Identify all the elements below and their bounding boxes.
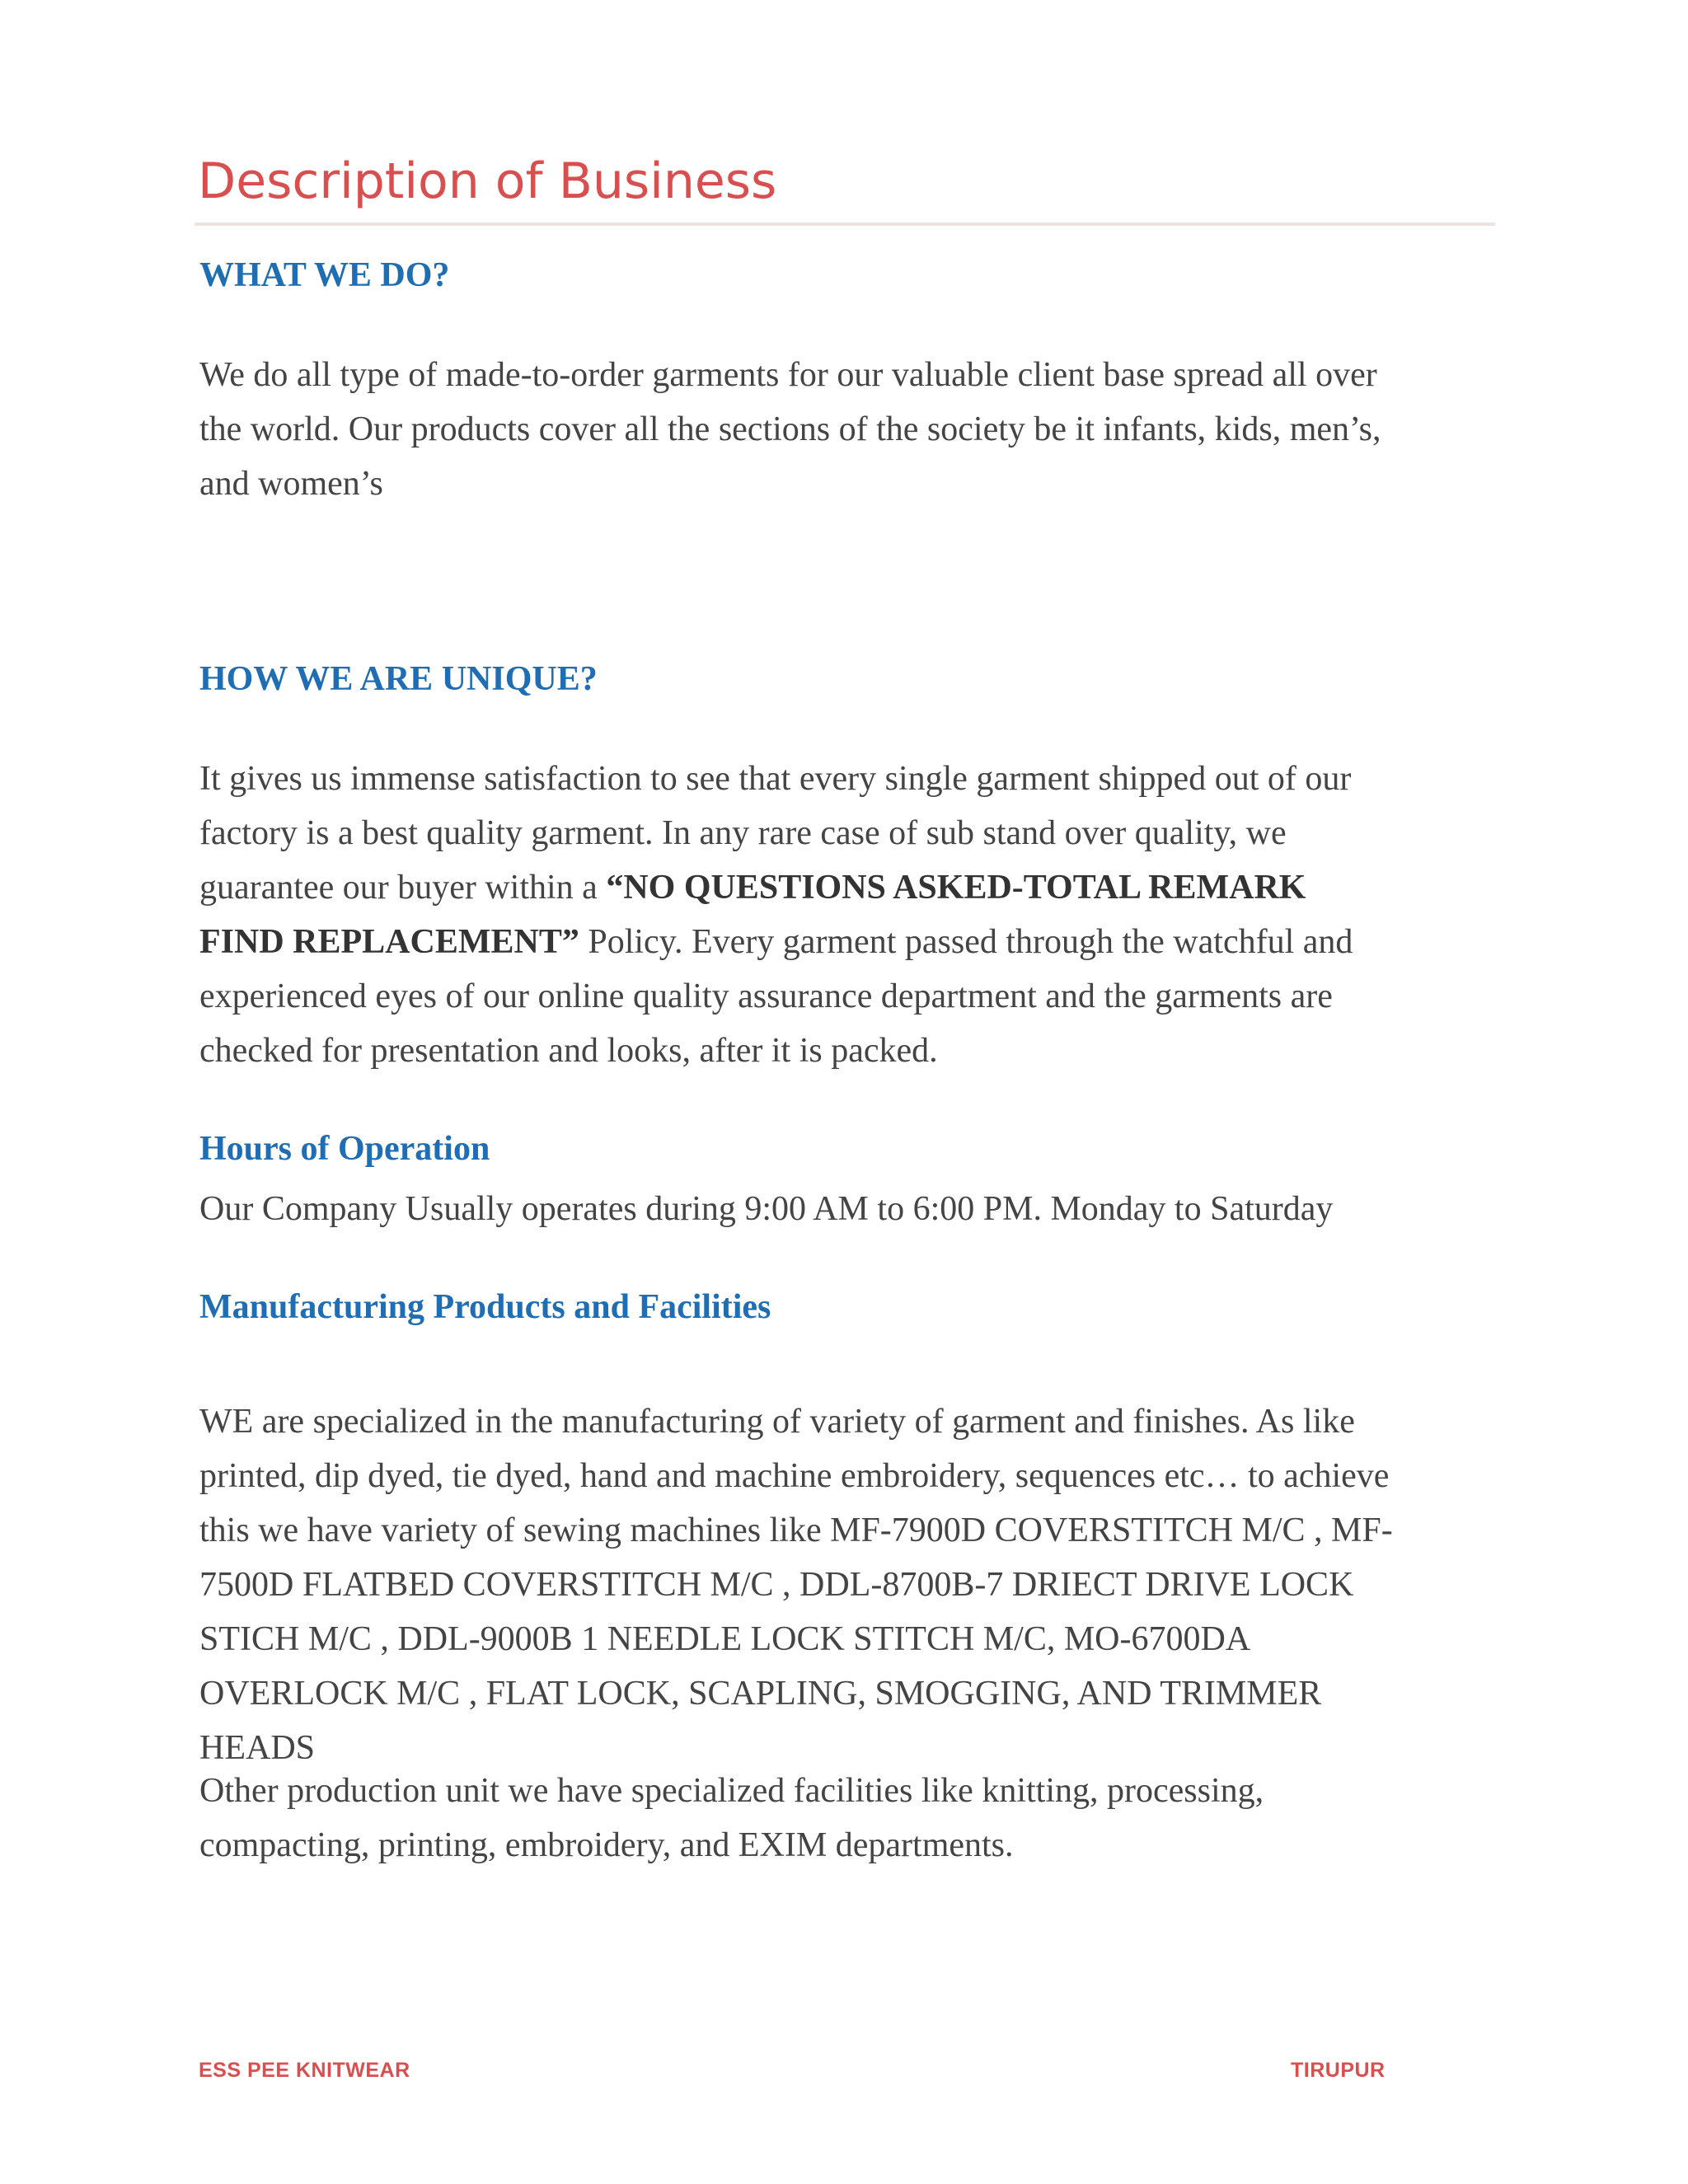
manufacturing-heading: Manufacturing Products and Facilities (199, 1288, 771, 1326)
paragraph-line: and women’s (199, 465, 383, 503)
title-divider (195, 223, 1495, 226)
paragraph-line: WE are specialized in the manufacturing of variety of garment and finishes. As like (199, 1403, 1355, 1441)
how-unique-paragraph (199, 752, 1495, 1078)
policy-name-bold: “NO QUESTIONS ASKED-TOTAL REMARK (606, 869, 1306, 907)
paragraph-line: STICH M/C , DDL-9000B 1 NEEDLE LOCK STITCH M/C, MO-6700DA (199, 1620, 1251, 1658)
paragraph-line: Our Company Usually operates during 9:00 AM to 6:00 PM. Monday to Saturday (199, 1190, 1334, 1228)
footer-company-name: ESS PEE KNITWEAR (199, 2059, 410, 2082)
paragraph-line: We do all type of made-to-order garments for our valuable client base spread all over (199, 356, 1377, 394)
footer-location: TIRUPUR (1291, 2059, 1386, 2082)
paragraph-line: printed, dip dyed, tie dyed, hand and machine embroidery, sequences etc… to achieve (199, 1457, 1390, 1495)
line-text: guarantee our buyer within a (199, 869, 607, 907)
how-unique-heading: HOW WE ARE UNIQUE? (199, 660, 598, 698)
manufacturing-paragraph (199, 1340, 1495, 1775)
paragraph-line (199, 915, 1495, 969)
hours-heading: Hours of Operation (199, 1130, 490, 1168)
paragraph-line: the world. Our products cover all the sections of the society be it infants, kids, men’s, (199, 410, 1381, 448)
paragraph-line: factory is a best quality garment. In any rare case of sub stand over quality, we (199, 814, 1287, 852)
paragraph-line: this we have variety of sewing machines like MF-7900D COVERSTITCH M/C , MF- (199, 1511, 1393, 1549)
paragraph-line: compacting, printing, embroidery, and EXIM departments. (199, 1826, 1014, 1864)
paragraph-line: HEADS (199, 1729, 316, 1767)
other-production-paragraph (199, 1764, 1495, 1872)
line-text: Policy. Every garment passed through the watchful and (579, 923, 1353, 961)
paragraph-line: checked for presentation and looks, after it is packed. (199, 1032, 938, 1070)
what-we-do-paragraph (199, 348, 1495, 511)
page-title: Description of Business (198, 152, 777, 210)
paragraph-line (199, 860, 1495, 915)
policy-name-bold: FIND REPLACEMENT” (199, 923, 579, 961)
paragraph-line: 7500D FLATBED COVERSTITCH M/C , DDL-8700B-7 DRIECT DRIVE LOCK (199, 1566, 1354, 1604)
hours-paragraph (199, 1182, 1495, 1236)
paragraph-line: experienced eyes of our online quality assurance department and the garments are (199, 977, 1333, 1015)
what-we-do-heading: WHAT WE DO? (199, 256, 450, 294)
paragraph-line: It gives us immense satisfaction to see that every single garment shipped out of our (199, 760, 1352, 798)
paragraph-line: OVERLOCK M/C , FLAT LOCK, SCAPLING, SMOGGING, AND TRIMMER (199, 1675, 1322, 1713)
paragraph-line: Other production unit we have specialized facilities like knitting, processing, (199, 1772, 1264, 1810)
